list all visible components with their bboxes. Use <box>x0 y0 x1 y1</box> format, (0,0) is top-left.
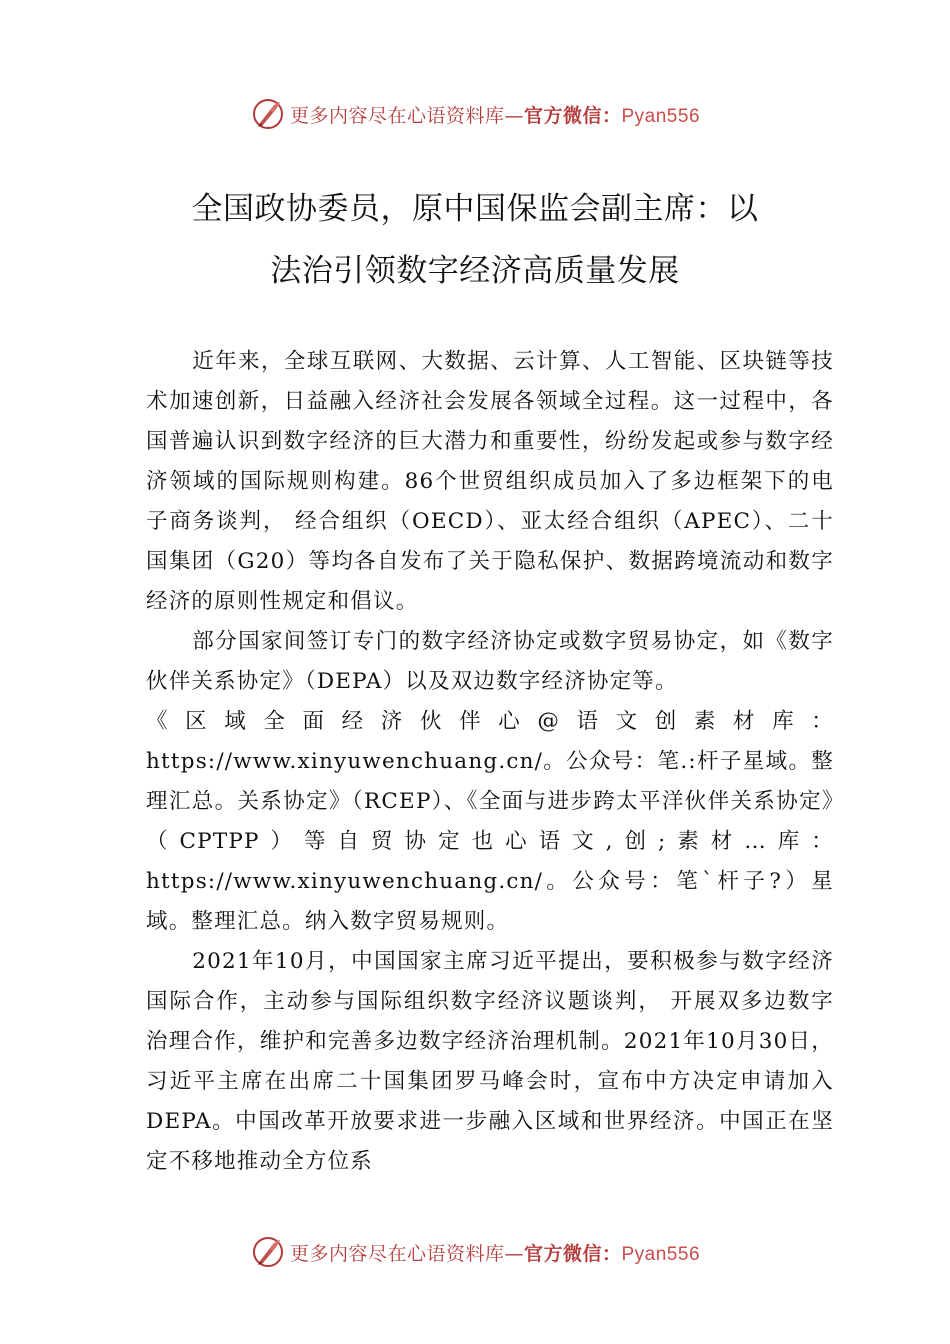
title-line-2: 法治引领数字经济高质量发展 <box>270 253 680 289</box>
banner-site-name: 更多内容尽在心语资料库 <box>289 1242 505 1265</box>
header-banner <box>0 94 950 134</box>
quill-pen-logo-icon <box>250 1234 286 1270</box>
banner-dash: — <box>504 104 524 127</box>
footer-banner <box>0 1232 950 1272</box>
quill-pen-logo-icon <box>250 96 286 132</box>
title-line-1: 全国政协委员，原中国保监会副主席：以 <box>191 191 759 227</box>
paragraph: 《区域全面经济伙伴心@语文创素材库：https://www.xinyuwenchuang.cn/。公众号：笔.:杆子星域。整理汇总。关系协定》（RCEP）、《全面与进步跨太平洋伙伴关系协定》（CPTPP）等自贸协定也心语文,创;素材…库：https://www.xinyuwenchuang.cn/。公众号：笔`杆子?）星域。整理汇总。纳入数字贸易规则。 <box>146 709 834 934</box>
document-body <box>146 342 834 1182</box>
header-banner-text <box>290 101 700 128</box>
paragraph: 近年来，全球互联网、大数据、云计算、人工智能、区块链等技术加速创新，日益融入经济社会发展各领域全过程。这一过程中，各国普遍认识到数字经济的巨大潜力和重要性，纷纷发起或参与数字经济领域的国际规则构建。86个世贸组织成员加入了多边框架下的电子商务谈判， 经合组织（OECD）、亚太经合组织（APEC）、二十国集团（G20）等均各自发布了关于隐私保护、数据跨境流动和数字经济的原则性规定和倡议。 <box>146 349 834 614</box>
footer-banner-text <box>290 1239 700 1266</box>
document-title <box>120 178 830 302</box>
banner-wechat-label: 官方微信： <box>523 104 622 127</box>
paragraph: 部分国家间签订专门的数字经济协定或数字贸易协定，如《数字伙伴关系协定》（DEPA）以及双边数字经济协定等。 <box>146 629 834 694</box>
banner-wechat-handle: Pyan556 <box>621 1243 701 1265</box>
banner-dash: — <box>504 1242 524 1265</box>
banner-wechat-handle: Pyan556 <box>621 105 701 127</box>
banner-site-name: 更多内容尽在心语资料库 <box>289 104 505 127</box>
banner-wechat-label: 官方微信： <box>523 1242 622 1265</box>
paragraph: 2021年10月，中国国家主席习近平提出，要积极参与数字经济国际合作，主动参与国际组织数字经济议题谈判， 开展双多边数字治理合作，维护和完善多边数字经济治理机制。2021年10月30日，习近平主席在出席二十国集团罗马峰会时，宣布中方决定申请加入 DEPA。中国改革开放要求进一步融入区域和世界经济。中国正在坚定不移地推动全方位系 <box>146 949 834 1174</box>
